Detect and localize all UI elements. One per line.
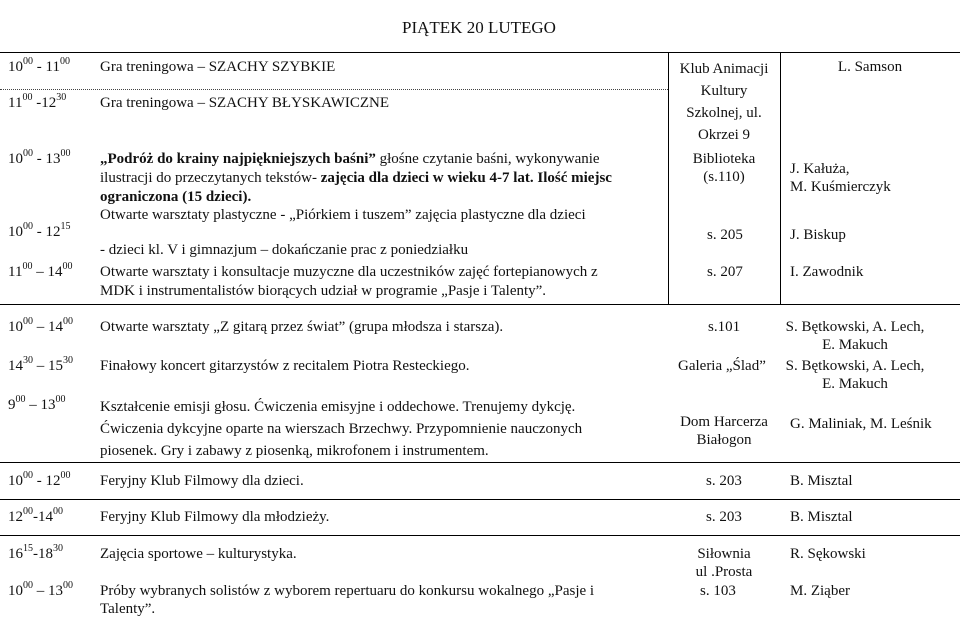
person: L. Samson: [837, 59, 903, 75]
activity-text: Gra treningowa – SZACHY SZYBKIE: [100, 59, 336, 75]
activity-text: Gra treningowa – SZACHY BŁYSKAWICZNE: [100, 95, 390, 111]
activity-text: „Podróż do krainy najpiękniejszych baśni” głośne czytanie baśni, wykonywanie: [100, 151, 600, 167]
person: S. Bętkowski, A. Lech, E. Makuch: [785, 358, 925, 392]
activity-text: Feryjny Klub Filmowy dla dzieci.: [100, 473, 304, 489]
section-divider: [0, 499, 960, 500]
activity-text: MDK i instrumentalistów biorących udział w programie „Pasje i Talenty”.: [100, 283, 547, 299]
location: s. 207: [707, 264, 743, 280]
activity-text: Otwarte warsztaty plastyczne - „Piórkiem i tuszem” zajęcia plastyczne dla dzieci: [100, 207, 586, 223]
location: s.101: [708, 319, 741, 335]
schedule-title: PIĄTEK 20 LUTEGO: [402, 18, 556, 37]
person: J. Biskup: [790, 227, 846, 243]
activity-text: Kształcenie emisji głosu. Ćwiczenia emisyjne i oddechowe. Trenujemy dykcję. Ćwiczenia dykcyjne oparte na wierszach Brzechwy. Przypomnienie nauczonych piosenek. Gry i zabawy z piosenką, mikrofonem i instrumentem.: [100, 399, 583, 459]
activity-text: Feryjny Klub Filmowy dla młodzieży.: [100, 509, 330, 525]
column-divider: [780, 52, 781, 304]
location: s. 205: [707, 227, 743, 243]
person: S. Bętkowski, A. Lech, E. Makuch: [785, 319, 925, 353]
section-divider: [0, 52, 960, 53]
person: I. Zawodnik: [790, 264, 864, 280]
activity-text: Otwarte warsztaty i konsultacje muzyczne dla uczestników zajęć fortepianowych z: [100, 264, 598, 280]
section-divider: [0, 462, 960, 463]
time-slot: $9^{00} - 13^{00}$: [8, 394, 66, 413]
row-divider: [0, 89, 668, 90]
section-divider: [0, 535, 960, 536]
time-slot: $10^{00} - 13^{00}$: [8, 148, 71, 167]
time-slot: $10^{00} - 14^{00}$: [8, 316, 73, 335]
activity-text: ograniczona (15 dzieci).: [100, 189, 252, 205]
person: J. Kałuża, M. Kuśmierczyk: [790, 161, 891, 195]
time-slot: $10^{00} - 13^{00}$: [8, 580, 73, 599]
person: G. Maliniak, M. Leśnik: [790, 416, 932, 432]
time-slot: $10^{00} - 11^{00}$: [8, 56, 70, 75]
location: Dom Harcerza Białogon: [680, 414, 768, 448]
time-slot: $11^{00}$ $-12^{30}$: [8, 92, 67, 111]
location: Biblioteka (s.110): [692, 151, 756, 185]
location: s. 103: [700, 583, 736, 599]
person: R. Sękowski: [790, 546, 866, 562]
time-slot: $14^{30} - 15^{30}$: [8, 355, 73, 374]
section-divider: [0, 304, 960, 305]
person: B. Misztal: [790, 473, 853, 489]
location: s. 203: [706, 473, 742, 489]
activity-text: - dzieci kl. V i gimnazjum – dokańczanie prac z poniedziałku: [100, 242, 469, 258]
location: Galeria „Ślad”: [678, 358, 766, 374]
activity-text: Próby wybranych solistów z wyborem repertuaru do konkursu wokalnego „Pasje i Talenty”.: [100, 583, 595, 617]
time-slot: $12^{00}-14^{00}$: [8, 506, 63, 525]
location: Siłownia ul .Prosta: [695, 546, 753, 580]
person: M. Ziąber: [790, 583, 850, 599]
location: Klub Animacji Kultury Szkolnej, ul. Okrzei 9: [679, 61, 769, 143]
location: s. 203: [706, 509, 742, 525]
person: B. Misztal: [790, 509, 853, 525]
time-slot: $10^{00} - 12^{15}$: [8, 221, 71, 240]
activity-text: Zajęcia sportowe – kulturystyka.: [100, 546, 297, 562]
time-slot: $11^{00} - 14^{00}$: [8, 261, 73, 280]
activity-text: ilustracji do przeczytanych tekstów- zajęcia dla dzieci w wieku 4-7 lat. Ilość miejsc: [100, 170, 612, 186]
activity-text: Otwarte warsztaty „Z gitarą przez świat” (grupa młodsza i starsza).: [100, 319, 504, 335]
time-slot: $16^{15}-18^{30}$: [8, 543, 63, 562]
column-divider: [668, 52, 669, 304]
activity-text: Finałowy koncert gitarzystów z recitalem Piotra Resteckiego.: [100, 358, 470, 374]
time-slot: $10^{00} - 12^{00}$: [8, 470, 71, 489]
